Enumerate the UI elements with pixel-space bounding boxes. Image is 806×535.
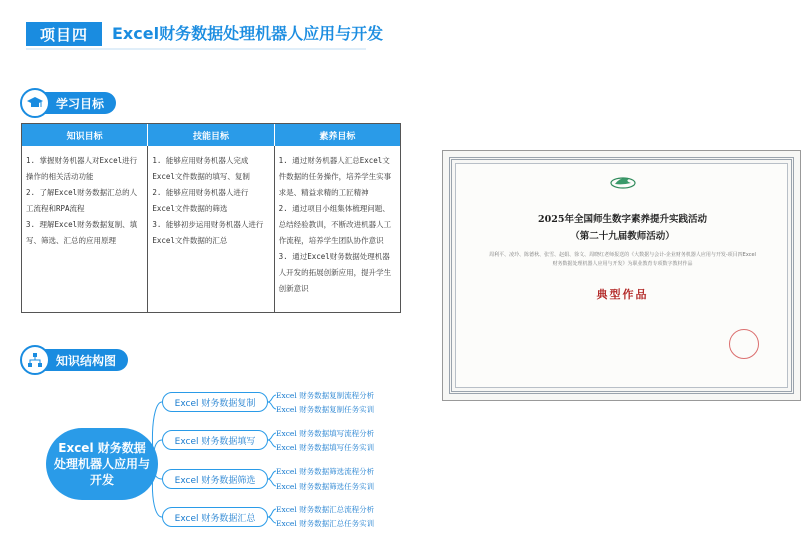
- leaf-item: Excel 财务数据筛选任务实训: [276, 482, 375, 491]
- certificate-logo-icon: [609, 173, 637, 191]
- branch-filter: Excel 财务数据筛选: [162, 469, 268, 489]
- mindmap-center-node: Excel 财务数据处理机器人应用与开发: [46, 428, 158, 500]
- goal-item: 2. 能够应用财务机器人进行Excel文件数据的筛选: [152, 188, 249, 213]
- leaf-item: Excel 财务数据填写任务实训: [276, 443, 375, 452]
- page-title: Excel财务数据处理机器人应用与开发: [112, 24, 384, 43]
- literacy-goals-header: 素养目标: [319, 131, 356, 142]
- branch-copy: Excel 财务数据复制: [162, 392, 268, 412]
- knowledge-goals-header: 知识目标: [22, 124, 148, 146]
- skill-goals-header: 技能目标: [148, 124, 274, 146]
- award-certificate: [442, 150, 801, 401]
- goal-item: 1. 掌握财务机器人对Excel进行操作的相关活动功能: [26, 156, 138, 181]
- leaf-item: Excel 财务数据筛选流程分析: [276, 467, 375, 476]
- branch-summary: Excel 财务数据汇总: [162, 507, 268, 527]
- certificate-body: 周利平、凌玲、陈德秋、张雪、赵娟、徐文、周晓红老师报送的《大数据与会计-企业财务机器人应用与开发-项目四Excel财务数据处理机器人应用与开发》为职业教育专项数字教材作品: [489, 252, 756, 267]
- certificate-award-name: 典型作品: [596, 288, 649, 301]
- goal-item: 1. 通过财务机器人汇总Excel文件数据的任务操作，培养学生实事求是、精益求精的工匠精神: [278, 156, 392, 197]
- leaf-item: Excel 财务数据复制任务实训: [276, 405, 375, 414]
- project-tag: 项目四: [26, 22, 102, 46]
- branch-fill: Excel 财务数据填写: [162, 430, 268, 450]
- leaf-item: Excel 财务数据填写流程分析: [276, 429, 375, 438]
- goal-item: 3. 能够初步运用财务机器人进行Excel文件数据的汇总: [152, 220, 264, 245]
- certificate-subtitle: （第二十九届教师活动）: [570, 231, 675, 242]
- leaf-item: Excel 财务数据复制流程分析: [276, 391, 375, 400]
- goal-item: 2. 了解Excel财务数据汇总的人工流程和RPA流程: [26, 188, 138, 213]
- goal-item: 3. 通过Excel财务数据处理机器人开发的拓展创新应用，提升学生创新意识: [278, 252, 392, 293]
- leaf-item: Excel 财务数据汇总流程分析: [276, 505, 375, 514]
- learning-goals-label: 学习目标: [56, 96, 105, 111]
- goal-item: 1. 能够应用财务机器人完成Excel文件数据的填写、复制: [152, 156, 250, 181]
- leaf-item: Excel 财务数据汇总任务实训: [276, 519, 375, 528]
- goal-item: 3. 理解Excel财务数据复制、填写、筛选、汇总的应用原理: [26, 220, 138, 245]
- goal-item: 2. 通过项目小组集体梳理问题、总结经验教训，不断改进机器人工作流程，培养学生团队协作意识: [278, 204, 392, 245]
- certificate-title: 2025年全国师生数字素养提升实践活动: [538, 214, 707, 225]
- knowledge-map-label: 知识结构图: [56, 353, 117, 368]
- official-seal-icon: [729, 329, 759, 359]
